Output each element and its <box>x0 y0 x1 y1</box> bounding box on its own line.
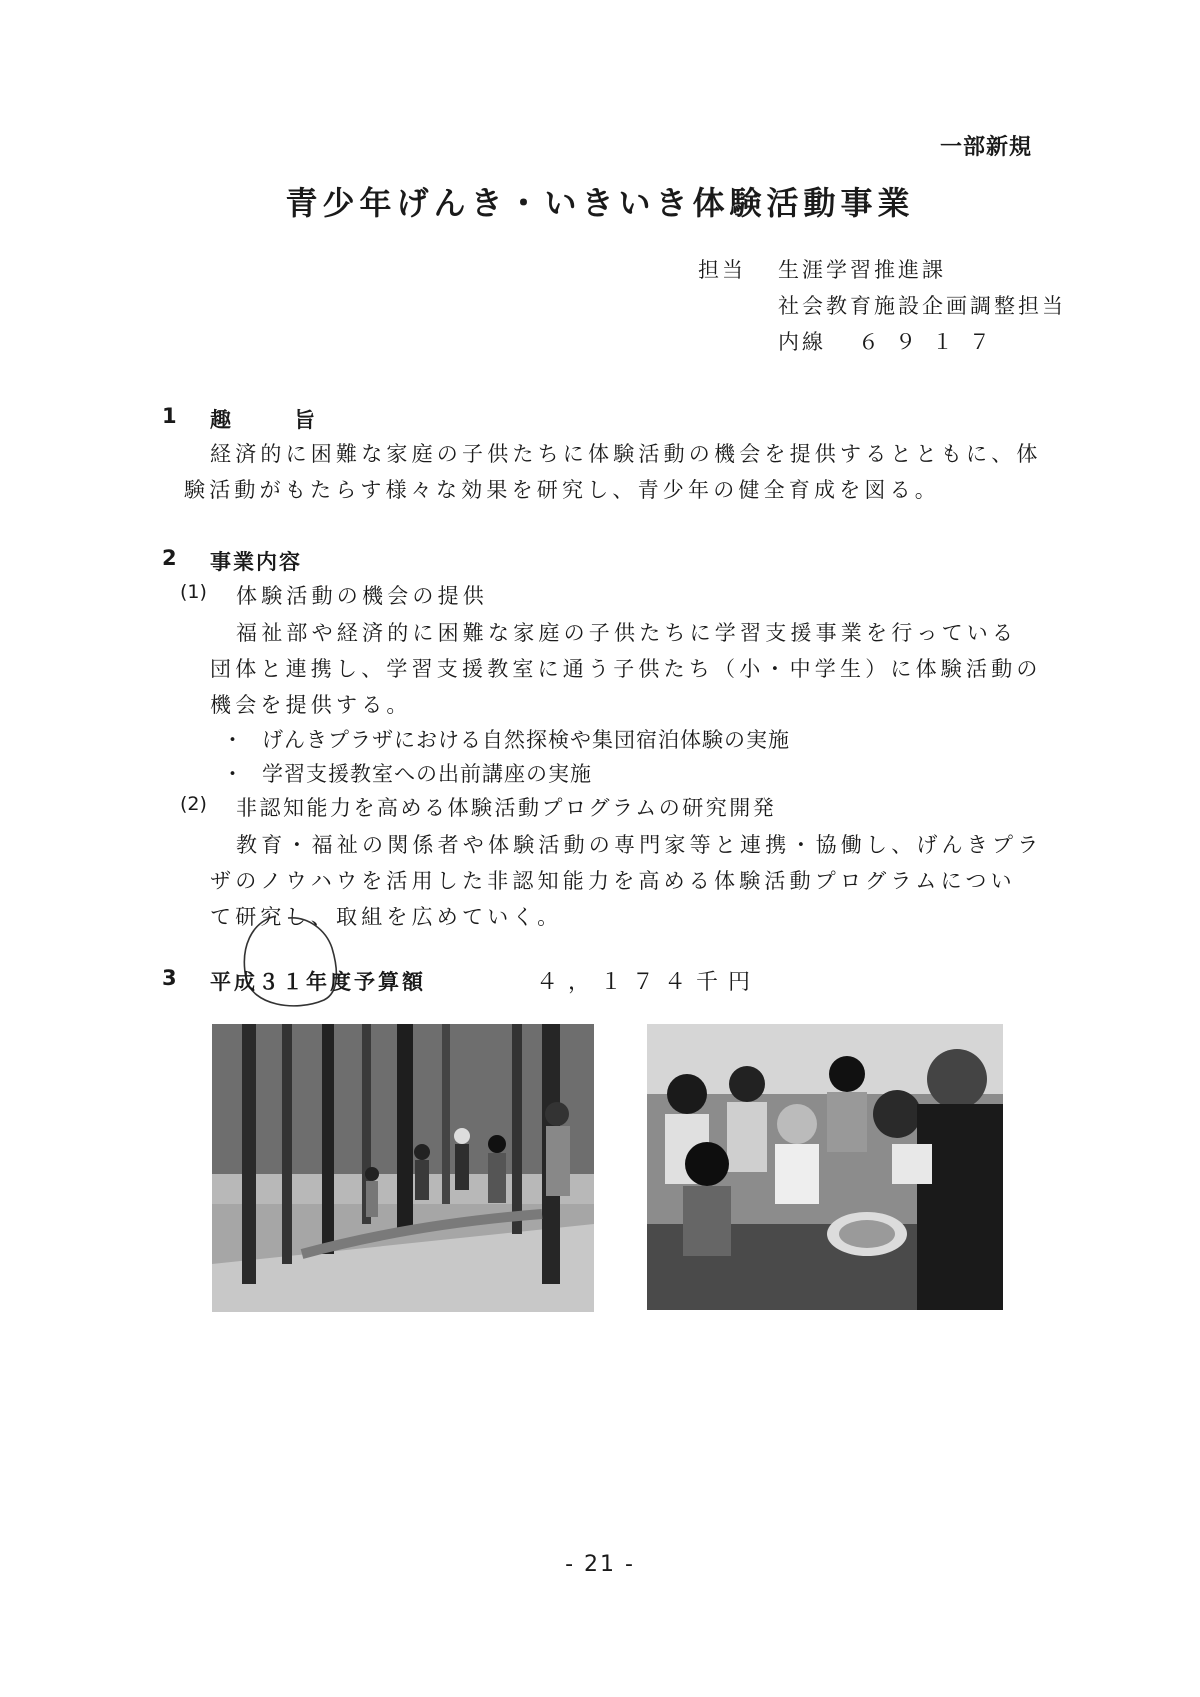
bullet-item-2: 学習支援教室への出前講座の実施 <box>262 762 592 786</box>
subsection-2-line-3: て研究し、取組を広めていく。 <box>210 905 563 929</box>
document-title: 青少年げんき・いきいき体験活動事業 <box>285 184 915 222</box>
bullet-mark: ・ <box>222 762 243 786</box>
contact-label: 担当 <box>698 258 746 282</box>
subsection-1-number: (1) <box>180 581 207 603</box>
photo-forest-hike <box>212 1024 594 1312</box>
section-1-heading-part-a: 趣 <box>210 408 233 432</box>
section-1-number: 1 <box>162 404 177 428</box>
section-2-number: 2 <box>162 546 177 570</box>
subsection-1-line-2: 団体と連携し、学習支援教室に通う子供たち（小・中学生）に体験活動の <box>210 657 1042 681</box>
subsection-2-line-2: ザのノウハウを活用した非認知能力を高める体験活動プログラムについ <box>210 869 1016 893</box>
section-3-heading: 平成３１年度予算額 <box>210 970 426 994</box>
contact-extension-number: ６９１７ <box>858 330 1006 354</box>
subsection-2-line-1: 教育・福祉の関係者や体験活動の専門家等と連携・協働し、げんきプラ <box>236 833 1043 857</box>
contact-extension-label: 内線 <box>778 330 826 354</box>
section-1-heading-part-b: 旨 <box>294 408 317 432</box>
section-2-heading: 事業内容 <box>210 550 302 574</box>
subsection-1-title: 体験活動の機会の提供 <box>236 584 488 608</box>
contact-section: 社会教育施設企画調整担当 <box>778 294 1066 318</box>
section-3-number: 3 <box>162 966 177 990</box>
photo-indoor-activity <box>647 1024 1003 1310</box>
bullet-item-1: げんきプラザにおける自然探検や集団宿泊体験の実施 <box>262 728 790 752</box>
document-tag: 一部新規 <box>939 135 1032 160</box>
subsection-2-number: (2) <box>180 793 207 815</box>
section-1-line-2: 験活動がもたらす様々な効果を研究し、青少年の健全育成を図る。 <box>184 478 940 502</box>
budget-amount: ４，１７４千円 <box>536 970 761 995</box>
subsection-2-title: 非認知能力を高める体験活動プログラムの研究開発 <box>236 796 777 820</box>
section-1-line-1: 経済的に困難な家庭の子供たちに体験活動の機会を提供するとともに、体 <box>210 442 1042 466</box>
subsection-1-line-3: 機会を提供する。 <box>210 693 412 717</box>
page-number: - 21 - <box>565 1552 635 1577</box>
handwritten-circle-mark <box>236 908 346 1018</box>
bullet-mark: ・ <box>222 728 243 752</box>
contact-division: 生涯学習推進課 <box>778 258 946 282</box>
subsection-1-line-1: 福祉部や経済的に困難な家庭の子供たちに学習支援事業を行っている <box>236 621 1018 645</box>
